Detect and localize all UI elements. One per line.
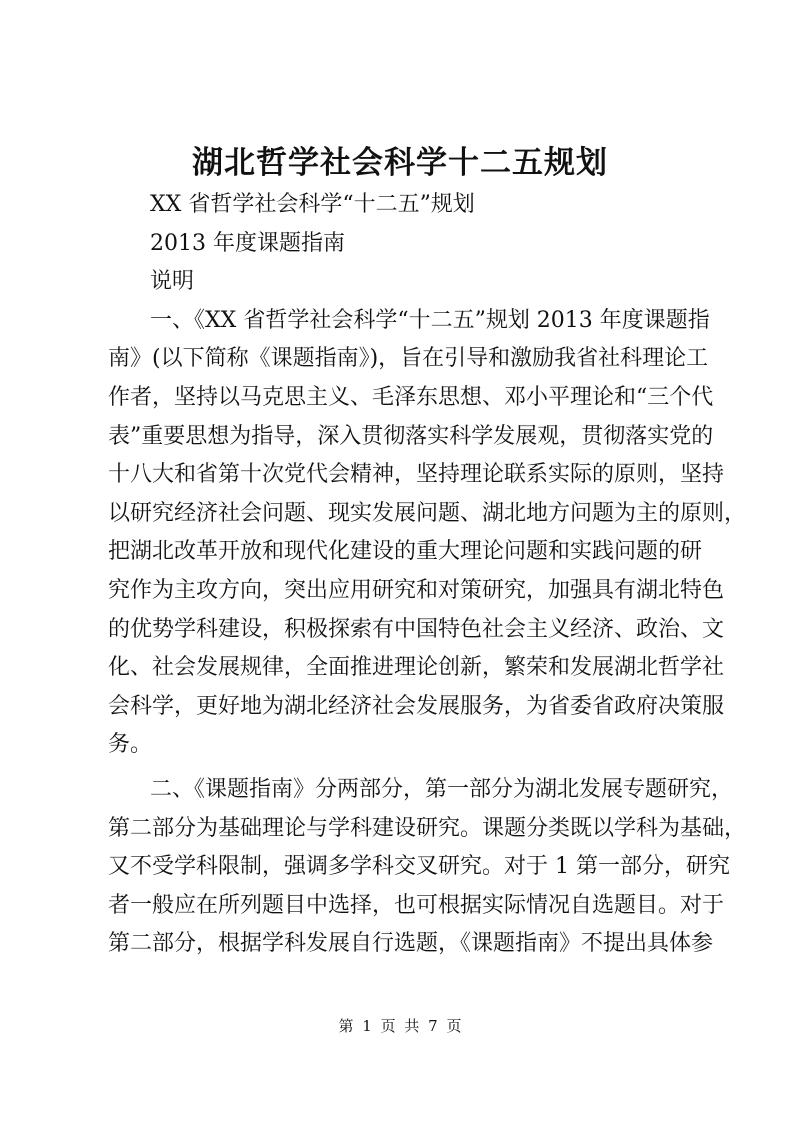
paragraph-2-line: 者一般应在所列题目中选择，也可根据实际情况自选题目。对于: [108, 892, 725, 918]
paragraph-1-line: 会科学，更好地为湖北经济社会发展服务，为省委省政府决策服: [108, 693, 725, 719]
paragraph-1-line: 作者，坚持以马克思主义、毛泽东思想、邓小平理论和“三个代: [108, 384, 714, 410]
paragraph-2-line: 第二部分，根据学科发展自行选题，《课题指南》不提出具体参: [108, 931, 714, 957]
paragraph-1-line: 究作为主攻方向，突出应用研究和对策研究，加强具有湖北特色: [108, 577, 725, 603]
subtitle-province-plan: XX 省哲学社会科学“十二五”规划: [150, 192, 475, 217]
paragraph-1-line: 把湖北改革开放和现代化建设的重大理论问题和实践问题的研: [108, 539, 703, 565]
paragraph-1-line: 化、社会发展规律，全面推进理论创新，繁荣和发展湖北哲学社: [108, 655, 725, 681]
paragraph-1-line: 的优势学科建设，积极探索有中国特色社会主义经济、政治、文: [108, 616, 725, 642]
paragraph-1-line: 一、《XX 省哲学社会科学“十二五”规划 2013 年度课题指: [150, 307, 710, 333]
section-heading-explanation: 说明: [150, 269, 195, 295]
paragraph-1-line: 南》(以下简称《课题指南》)，旨在引导和激励我省社科理论工: [108, 346, 709, 372]
paragraph-2-line: 又不受学科限制，强调多学科交叉研究。对于 1 第一部分，研究: [108, 854, 730, 880]
page-number-footer: 第 1 页 共 7 页: [338, 1017, 462, 1035]
paragraph-2-line: 第二部分为基础理论与学科建设研究。课题分类既以学科为基础，: [108, 815, 747, 841]
paragraph-1-line: 表”重要思想为指导，深入贯彻落实科学发展观，贯彻落实党的: [108, 423, 714, 449]
document-body: [108, 186, 747, 964]
document-title: 湖北哲学社会科学十二五规划: [192, 145, 608, 181]
paragraph-1-line: 十八大和省第十次党代会精神，坚持理论联系实际的原则，坚持: [108, 462, 725, 488]
paragraph-1-line: 务。: [108, 732, 153, 758]
paragraph-2-line: 二、《课题指南》分两部分，第一部分为湖北发展专题研究，: [150, 776, 734, 802]
subtitle-annual-guide: 2013 年度课题指南: [150, 230, 345, 256]
paragraph-1-line: 以研究经济社会问题、现实发展问题、湖北地方问题为主的原则，: [108, 500, 747, 526]
